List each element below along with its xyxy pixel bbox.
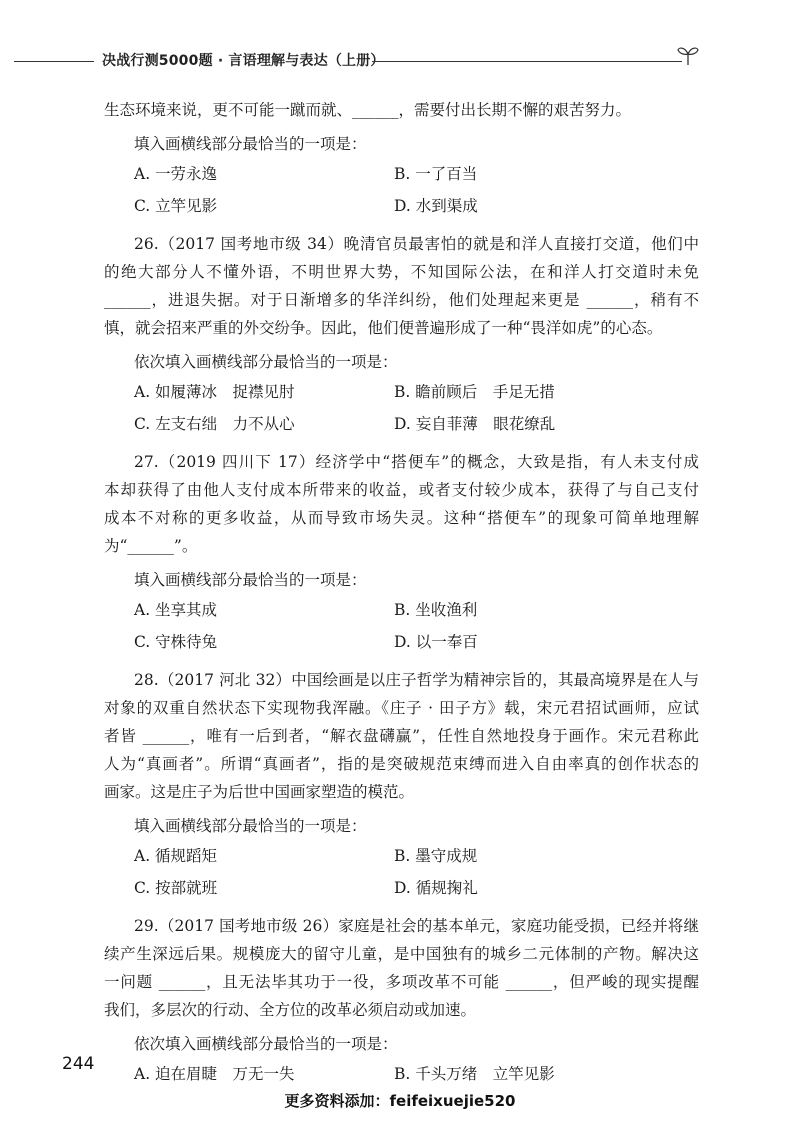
question-line: 为“______”。 — [104, 537, 198, 555]
sprout-icon — [676, 44, 700, 66]
page-body — [104, 96, 699, 1090]
question-line: 本却获得了由他人支付成本所带来的收益，或者支付较少成本，获得了与自己支付 — [104, 481, 699, 499]
option-right: B. 一了百当 — [394, 165, 478, 183]
question-line: 27.（2019 四川下 17）经济学中“搭便车”的概念，大致是指，有人未支付成 — [134, 453, 699, 471]
option-row — [104, 626, 699, 658]
question-line: ______，进退失据。对于日渐增多的华洋纠纷，他们处理起来更是 ______，稍有不 — [104, 291, 699, 309]
question-stem — [104, 230, 699, 342]
option-right: D. 以一奉百 — [394, 633, 478, 651]
question-prompt: 填入画横线部分最恰当的一项是： — [134, 571, 367, 589]
question-line: 成本不对称的更多收益，从而导致市场失灵。这种“搭便车”的现象可简单地理解 — [104, 509, 699, 527]
question-line: 人为“真画者”。所谓“真画者”，指的是突破规范束缚而进入自由率真的创作状态的 — [104, 755, 699, 773]
option-row — [104, 872, 699, 904]
question-stem — [104, 912, 699, 1024]
question-line: 28.（2017 河北 32）中国绘画是以庄子哲学为精神宗旨的，其最高境界是在人与 — [134, 671, 699, 689]
question-line: 的绝大部分人不懂外语，不明世界大势，不知国际公法，在和洋人打交道时未免 — [104, 263, 699, 281]
option-right: B. 千头万绪 立竿见影 — [394, 1065, 555, 1083]
question-prompt: 依次填入画横线部分最恰当的一项是： — [134, 1035, 398, 1053]
question-line: 画家。这是庄子为后世中国画家塑造的模范。 — [104, 783, 415, 801]
option-left: A. 如履薄冰 捉襟见肘 — [134, 383, 295, 401]
option-row — [104, 376, 699, 408]
running-header — [0, 48, 800, 74]
page-number: 244 — [62, 1054, 95, 1074]
question-line: 一问题 ______，且无法毕其功于一役，多项改革不可能 ______，但严峻的现实提醒 — [104, 973, 699, 991]
question-line: 我们，多层次的行动、全方位的改革必须启动或加速。 — [104, 1001, 477, 1019]
option-left: C. 立竿见影 — [134, 197, 218, 215]
question-line: 对象的双重自然状态下实现物我浑融。《庄子 · 田子方》载，宋元君招试画师，应试 — [104, 699, 699, 717]
option-left: C. 左支右绌 力不从心 — [134, 415, 295, 433]
option-right: B. 坐收渔利 — [394, 601, 478, 619]
question-prompt: 填入画横线部分最恰当的一项是： — [134, 817, 367, 835]
text-line: 生态环境来说，更不可能一蹴而就、______，需要付出长期不懈的艰苦努力。 — [104, 101, 632, 119]
question-line: 慎，就会招来严重的外交纷争。因此，他们便普遍形成了一种“畏洋如虎”的心态。 — [104, 319, 663, 337]
question-prompt: 填入画横线部分最恰当的一项是： — [134, 135, 367, 153]
book-title: 决战行测5000题 · 言语理解与表达（上册） — [102, 53, 385, 69]
header-rule-right — [372, 61, 682, 62]
question-line: 续产生深远后果。规模庞大的留守儿童，是中国独有的城乡二元体制的产物。解决这 — [104, 945, 699, 963]
option-right: D. 循规掬礼 — [394, 879, 478, 897]
option-left: C. 按部就班 — [134, 879, 218, 897]
question-line: 29.（2017 国考地市级 26）家庭是社会的基本单元，家庭功能受损，已经并将继 — [134, 917, 699, 935]
option-row — [104, 158, 699, 190]
option-row — [104, 840, 699, 872]
question-prompt: 依次填入画横线部分最恰当的一项是： — [134, 353, 398, 371]
footer-note: 更多资料添加：feifeixuejie520 — [284, 1092, 516, 1110]
question-stem — [104, 448, 699, 560]
question-line: 者皆 ______，唯有一后到者，“解衣盘礴赢”，任性自然地投身于画作。宋元君称此 — [104, 727, 699, 745]
option-right: D. 妄自菲薄 眼花缭乱 — [394, 415, 556, 433]
option-row — [104, 408, 699, 440]
option-row — [104, 190, 699, 222]
option-left: A. 坐享其成 — [134, 601, 218, 619]
option-left: A. 一劳永逸 — [134, 165, 218, 183]
option-right: B. 墨守成规 — [394, 847, 478, 865]
option-left: A. 迫在眉睫 万无一失 — [134, 1065, 295, 1083]
header-rule-left — [14, 61, 94, 62]
option-left: A. 循规蹈矩 — [134, 847, 218, 865]
option-left: C. 守株待兔 — [134, 633, 218, 651]
question-stem — [104, 666, 699, 806]
option-right: D. 水到渠成 — [394, 197, 478, 215]
option-row — [104, 1058, 699, 1090]
option-row — [104, 594, 699, 626]
option-right: B. 瞻前顾后 手足无措 — [394, 383, 555, 401]
question-line: 26.（2017 国考地市级 34）晚清官员最害怕的就是和洋人直接打交道，他们中 — [134, 235, 699, 253]
